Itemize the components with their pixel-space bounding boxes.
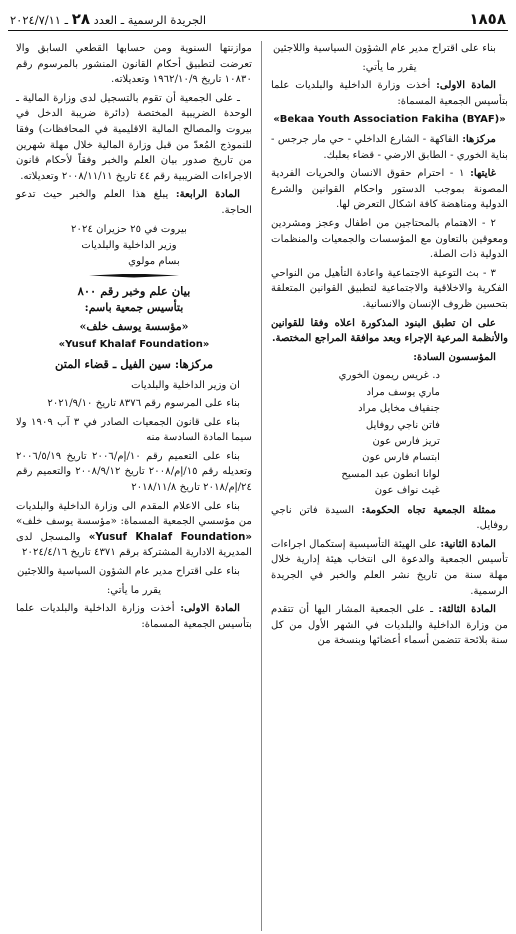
article-text: يبلغ هذا العلم والخبر حيث تدعو الحاجة. [16,189,252,216]
journal-title: الجريدة الرسمية ـ العدد [93,13,207,27]
article-label: المادة الرابعة: [175,188,240,201]
article-text: على الهيئة التأسيسية إستكمال اجراءات تأسيس الجمعية والدعوة الى انتخاب هيئة إدارية خلال مهلة سنة من تاريخ نشر العلم والخبر في الجريدة الرسمية. [271,538,508,597]
founder-name: جنفياف مخايل مراد [358,403,440,415]
article-4 [16,187,252,218]
notice-name-ar: «مؤسسة يوسف خلف» [79,319,189,333]
decides-line: يقرر ما يأتي: [362,61,417,73]
founders-label: المؤسسون السادة: [413,350,496,363]
notice-title: بيان علم وخبر رقم ٨٠٠ [77,283,191,298]
basis-text: والمسجل لدى المديرية الادارية المشتركة برقم ٤٣٧١ تاريخ ٢٠٢٤/٤/١٦ [16,531,252,559]
founder-name: د. غريس ريمون الخوري [338,370,440,382]
founder-name: ماري يوسف مراد [366,386,440,398]
page-number: ١٨٥٨ [469,10,506,28]
founders-list [271,368,508,499]
goal-text: ١ - احترام حقوق الانسان والحريات الفردية المصونة بموجب الدستور واحكام القوانين والشرع الدولية ومناهضة كافة اشكال التعرض لها. [271,168,508,211]
hq-text: سين الفيل ـ قضاء المتن [54,356,171,371]
representative [271,503,508,534]
signature-date: بيروت في ٢٥ حزيران ٢٠٢٤ [71,223,187,235]
hq-label: مركزها: [462,132,496,145]
article-text: أخذت وزارة الداخلية والبلديات علما بتأسيس الجمعية المسماة: [271,80,508,107]
signature-title: وزير الداخلية والبلديات [81,239,177,251]
founder-name: ابتسام فارس عون [362,452,440,464]
association-name: «Bekaa Youth Association Fakiha (BYAF)» [273,114,506,126]
founder-name: غيث نواف عون [374,485,440,497]
article-1 [271,78,508,109]
article-text: ـ على الجمعية المشار اليها أن تتقدم من وزارة الداخلية والبلديات في الشهر الأول من كل سنة بلائحة تتضمن أسماء أعضائها وبنسخة من [271,604,508,647]
basis-1: بناء على المرسوم رقم ٨٣٧٦ تاريخ ٢٠٢١/٩/١٠ [47,398,240,410]
basis-5: بناء على اقتراح مدير عام الشؤون السياسية واللاجئين [16,566,240,578]
section-divider [16,274,252,278]
founder-name: تريز فارس عون [372,435,440,447]
left-column [16,41,262,931]
goal-label: غايتها: [470,167,496,180]
article-text: أخذت وزارة الداخلية والبلديات علما بتأسيس الجمعية المسماة: [16,603,252,630]
article-2 [271,537,508,599]
rep-text: السيدة فاتن ناجي روفايل. [271,504,508,532]
rep-label: ممثلة الجمعية تجاه الحكومة: [361,503,496,516]
hq-text: الفاكهة - الشارع الداخلي - حي مار جرجس - بناية الخوري - الطابق الارضي - قضاء بعلبك. [271,133,508,161]
paragraph: بناء على اقتراح مدير عام الشؤون السياسية واللاجئين [272,43,496,54]
journal-info [10,10,206,28]
goal-1 [271,166,508,213]
issuer-line: ان وزير الداخلية والبلديات [131,379,240,391]
article-label: المادة الاولى: [436,79,497,92]
hq-label: مركزها: [174,356,214,371]
paragraph: ـ على الجمعية أن تقوم بالتسجيل لدى وزارة المالية ـ الوحدة الضريبية المختصة (دائرة ضريبة الدخل في بيروت والمصالح المالية الاقليمية في المحافظات) وفقا للنموذج المُعدّ من قبل وزارة المالية خلال مهلة شهرين من تاريخ صدور بيان العلم والخبر وفقاً لأحكام قانون الاجراءات الضريبية رقم ٤٤ تاريخ ٢٠٠٨/١١/١١ وتعديلاته. [16,92,252,182]
page-columns [8,41,508,931]
issue-number: ٢٨ [71,10,90,28]
goal-3: ٣ - بث التوعية الاجتماعية واعادة التأهيل من النواحي الفكرية والاخلاقية والاجتماعية لتطبيق القوانين المتعلقة بتحسين ظروف الإنسان والانسانية. [271,267,508,310]
article-label: المادة الثانية: [440,537,496,550]
notice-name-en: «Yusuf Khalaf Foundation» [58,339,210,351]
basis-3: بناء على التعميم رقم ١٠/إم/٢٠٠٦ تاريخ ٢٠٠٦/٥/١٩ وتعديله رقم ١٥/إم/٢٠٠٨ تاريخ ٢٠٠٨/٩/١٢ والتعميم رقم ٢٤/إم/٢٠١٨ تاريخ ٢٠١٨/١١/٨ [16,450,253,494]
signature-name: بسام مولوي [128,255,180,267]
decides-line: يقرر ما يأتي: [106,584,162,596]
article-label: المادة الاولى: [180,602,240,615]
issue-date: ـ ٢٠٢٤/٧/١١ [10,13,69,27]
article-3 [271,602,508,649]
right-column [262,41,508,931]
founder-name: لوانا انطون عبد المسيح [341,468,440,480]
basis-4 [16,499,252,561]
article-1 [16,601,252,632]
notice-subtitle: بتأسيس جمعية باسم: [84,301,184,315]
founder-name: فاتن ناجي روفايل [365,419,440,431]
paragraph: موازنتها السنوية ومن حسابها القطعي السابق والا تعرضت لتطبيق أحكام القانون المنشور بالمرسوم رقم ١٠٨٣٠ تاريخ ١٩٦٢/١٠/٩ وتعديلاته. [16,43,252,86]
article-label: المادة الثالثة: [438,603,496,616]
basis-text: بناء على الاعلام المقدم الى وزارة الداخلية والبلديات من مؤسسي الجمعية المسماة: «مؤسسة يوسف خلف» [16,500,252,528]
basis-2: بناء على قانون الجمعيات الصادر في ٣ آب ١٩٠٩ ولا سيما المادة السادسة منه [16,416,252,444]
foundation-name-en: «Yusuf Khalaf Foundation» [88,531,252,543]
headquarters [271,132,508,163]
page-header [8,6,508,31]
notice-headquarters [16,357,252,373]
condition-paragraph: على ان تطبق البنود المذكورة اعلاه وفقا للقوانين والأنظمة المرعية الإجراء وبعد موافقة المراجع المختصة. [271,316,508,345]
goal-2: ٢ - الاهتمام بالمحتاجين من اطفال وعجز ومشردين ومعوقين بالتعاون مع المؤسسات والجمعيات والمنظمات الدولية ذات الصلة. [271,217,508,261]
